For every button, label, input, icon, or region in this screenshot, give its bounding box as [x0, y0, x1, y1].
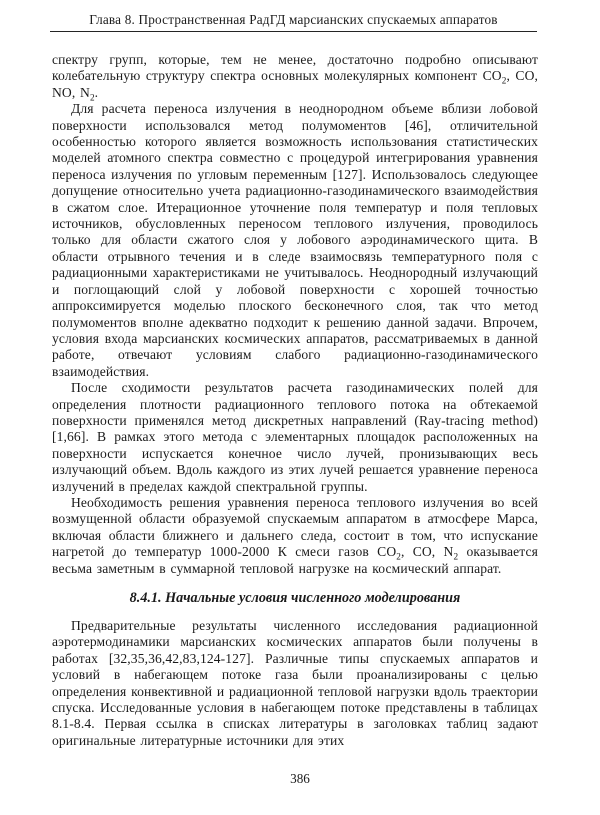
- paragraph: [52, 52, 538, 101]
- paragraph: [52, 618, 538, 749]
- subscript-text: 2: [501, 76, 507, 87]
- subscript-text: 2: [89, 92, 95, 103]
- text-run: После сходимости результатов расчета газодинамических полей для определения плотности радиационного теплового потока на обтекаемой поверхности применялся метод дискретных направлений (Ray-tracing method) [1,66]. В рамках этого метода с элементарных площадок расположенных на поверхности испускается конечное число лучей, пронизывающих весь излучающий объем. Вдоль каждого из этих лучей решается уравнение переноса излучений в пределах каждой спектральной группы.: [52, 380, 538, 494]
- paragraph: [52, 495, 538, 577]
- subscript-text: 2: [396, 551, 401, 562]
- text-run: , CO, N: [400, 544, 454, 560]
- running-header: [50, 11, 537, 32]
- text-run: оказывается весьма заметным в суммарной тепловой нагрузке на космический аппарат.: [52, 544, 538, 576]
- page-body: [52, 52, 538, 749]
- running-header-text: Глава 8. Пространственная РадГД марсианских спускаемых аппаратов: [89, 12, 498, 27]
- header-rule: [50, 31, 537, 32]
- page-number: 386: [290, 771, 310, 786]
- text-run: .: [94, 84, 99, 100]
- paragraph: [52, 380, 538, 495]
- text-run: Предварительные результаты численного исследования радиационной аэротермодинамики марсианских космических аппаратов были получены в работах [32,35,36,42,83,124-127]. Различные типы спускаемых аппаратов и условий в набегающем потоке газа были проанализированы с целью определения конвективной и радиационной тепловой нагрузки вдоль траектории спуска. Исследованные условия в набегающем потоке представлены в таблицах 8.1-8.4. Первая ссылка в списках литературы в заголовках таблиц задают оригинальные литературные источники для этих: [52, 618, 538, 748]
- text-run: Для расчета переноса излучения в неоднородном объеме вблизи лобовой поверхности использовался метод полумоментов [46], отличительной особенностью которого является возможность использования статистических моделей атомного спектра совместно с процедурой интегрирования уравнения переноса излучения по угловым переменным [127]. Использовалось следующее допущение относительно учета радиационно-газодинамического взаимодействия в сжатом слое. Итерационное уточнение поля температур и поля тепловых источников, обусловленных переносом теплового излучения, проводилось только для области сжатого слоя у лобового аэродинамического щита. В области отрывного течения и в следе взаимосвязь температурного поля с радиационными характеристиками не учитывалось. Неоднородный излучающий и поглощающий слой у лобовой поверхности с хорошей точностью аппроксимируется моделью плоского бесконечного слоя, так что метод полумоментов вполне адекватно подходит к решению данной задачи. Впрочем, условия входа марсианских космических аппаратов, рассматриваемых в данной работе, отвечают условиям слабого радиационно-газодинамического взаимодействия.: [52, 101, 538, 379]
- section-heading: 8.4.1. Начальные условия численного моделирования: [129, 590, 461, 606]
- subscript-text: 2: [453, 551, 459, 562]
- text-run: спектру групп, которые, тем не менее, достаточно подробно описывают колебательную структуру спектра основных молекулярных компонент CO: [52, 52, 538, 84]
- paragraph: [52, 101, 538, 380]
- text-run: Необходимость решения уравнения переноса теплового излучения во всей возмущенной области образуемой спускаемым аппаратом в атмосфере Марса, включая области ближнего и дальнего следа, состоит в том, что испускание нагретой до температур 1000-2000 К смеси газов CO: [52, 494, 538, 560]
- text-run: , CO, NO, N: [52, 68, 539, 100]
